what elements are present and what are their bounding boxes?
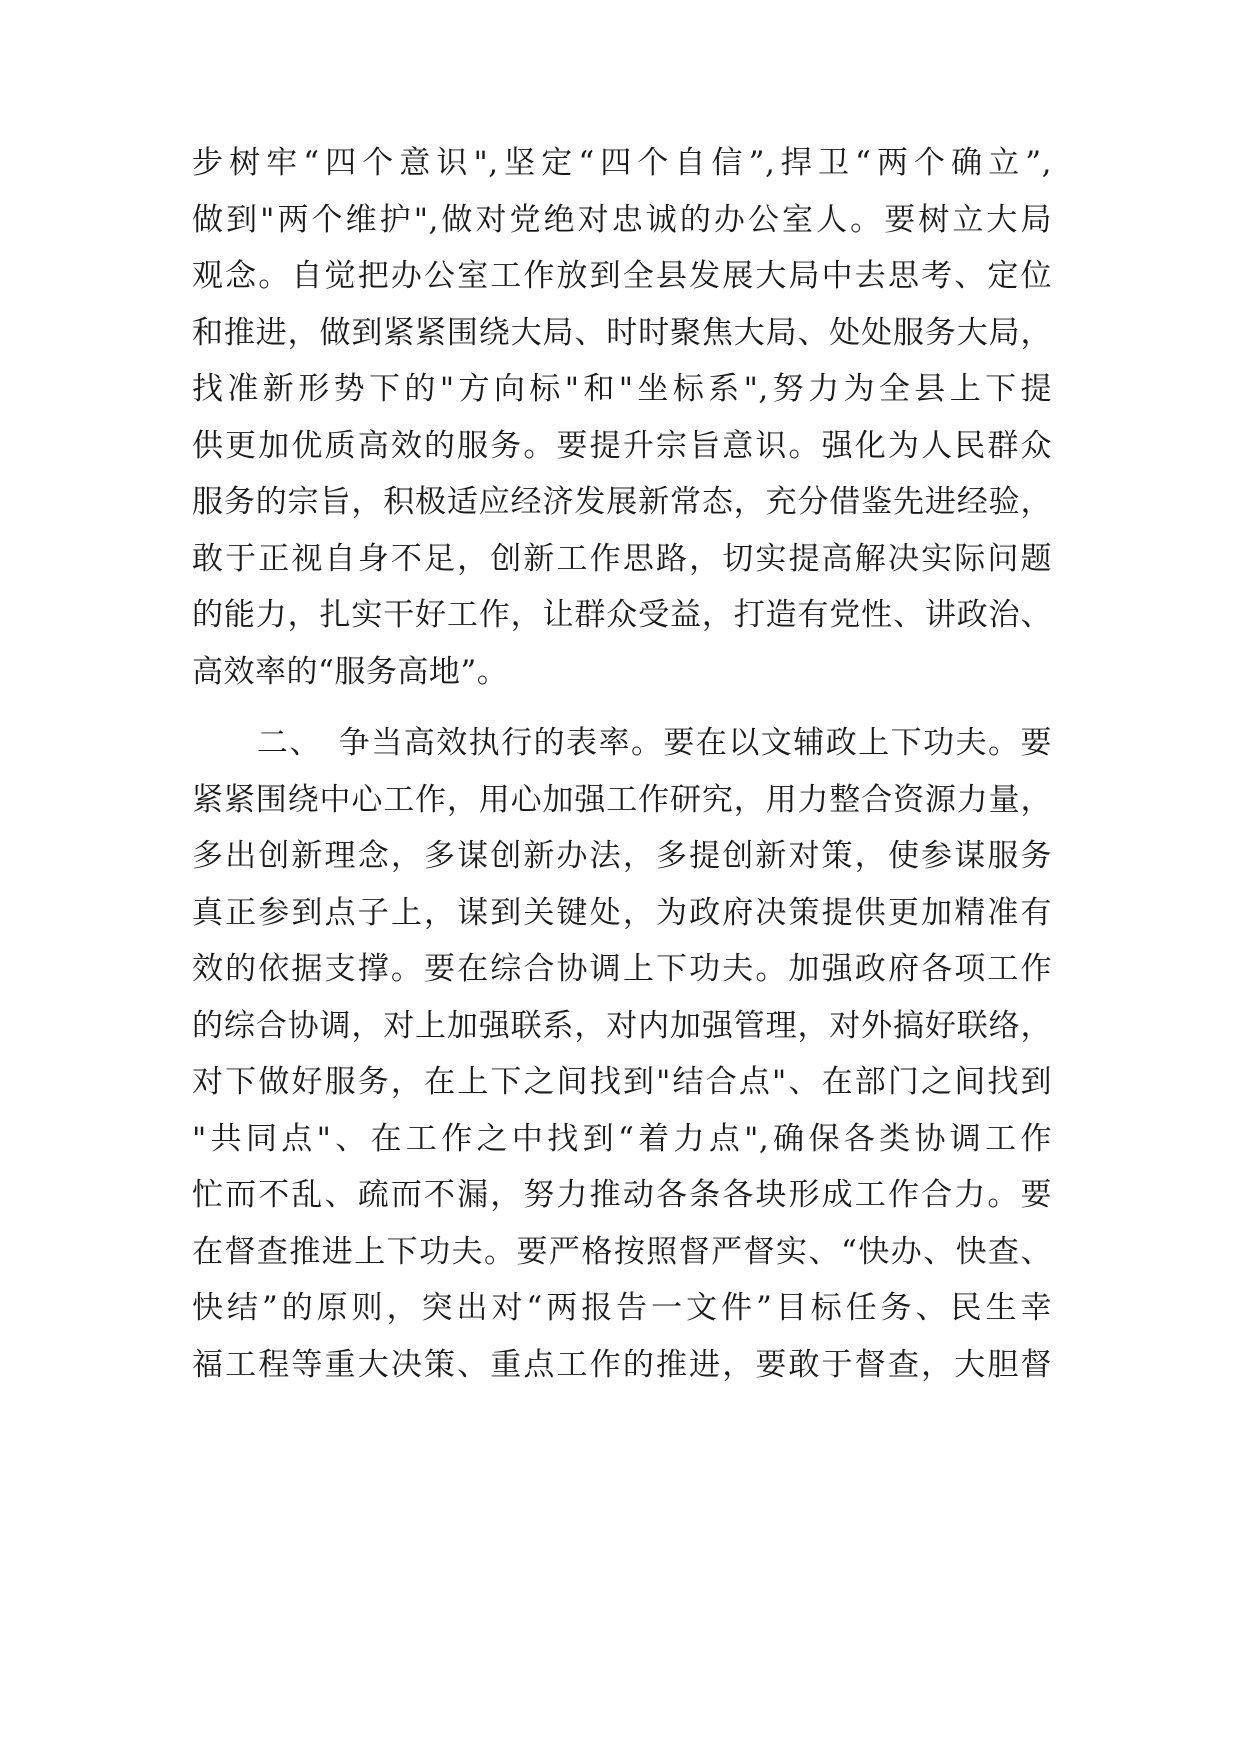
text-line: 供更加优质高效的服务。要提升宗旨意识。强化为人民群众 xyxy=(192,427,1052,464)
paragraph-1 xyxy=(192,135,1052,700)
text-line: "共同点"、在工作之中找到“着力点",确保各类协调工作 xyxy=(192,1120,1052,1157)
text-line: 在督查推进上下功夫。要严格按照督严督实、“快办、快查、 xyxy=(192,1233,1052,1270)
text-line: 多出创新理念，多谋创新办法，多提创新对策，使参谋服务 xyxy=(192,838,1052,874)
text-line: 快结”的原则，突出对“两报告一文件”目标任务、民生幸 xyxy=(192,1290,1052,1326)
text-line: 真正参到点子上，谋到关键处，为政府决策提供更加精准有 xyxy=(192,894,1052,931)
text-line: 效的依据支撑。要在综合协调上下功夫。加强政府各项工作 xyxy=(192,951,1052,987)
text-line: 和推进，做到紧紧围绕大局、时时聚焦大局、处处服务大局， xyxy=(192,314,1052,351)
text-line: 对下做好服务，在上下之间找到"结合点"、在部门之间找到 xyxy=(192,1064,1052,1100)
text-line: 观念。自觉把办公室工作放到全县发展大局中去思考、定位 xyxy=(192,258,1052,294)
text-line: 敢于正视自身不足，创新工作思路，切实提高解决实际问题 xyxy=(192,540,1052,577)
text-line: 的综合协调，对上加强联系，对内加强管理，对外搞好联络， xyxy=(192,1007,1052,1044)
text-line: 紧紧围绕中心工作，用心加强工作研究，用力整合资源力量， xyxy=(192,781,1052,818)
text-line: 做到"两个维护",做对党绝对忠诚的办公室人。要树立大局 xyxy=(192,201,1052,238)
text-line: 高效率的“服务高地”。 xyxy=(192,653,509,690)
text-line: 二、 争当高效执行的表率。要在以文辅政上下功夫。要 xyxy=(192,725,1052,761)
text-line: 步树牢“四个意识",坚定“四个自信”,捍卫“两个确立”, xyxy=(192,145,1052,181)
paragraph-2 xyxy=(192,715,1052,1393)
text-line: 忙而不乱、疏而不漏，努力推动各条各块形成工作合力。要 xyxy=(192,1177,1052,1213)
text-line: 找准新形势下的"方向标"和"坐标系",努力为全县上下提 xyxy=(192,371,1052,407)
text-line: 福工程等重大决策、重点工作的推进，要敢于督查，大胆督 xyxy=(192,1346,1052,1383)
text-line: 的能力，扎实干好工作，让群众受益，打造有党性、讲政治、 xyxy=(192,597,1052,633)
text-line: 服务的宗旨，积极适应经济发展新常态，充分借鉴先进经验， xyxy=(192,484,1052,520)
